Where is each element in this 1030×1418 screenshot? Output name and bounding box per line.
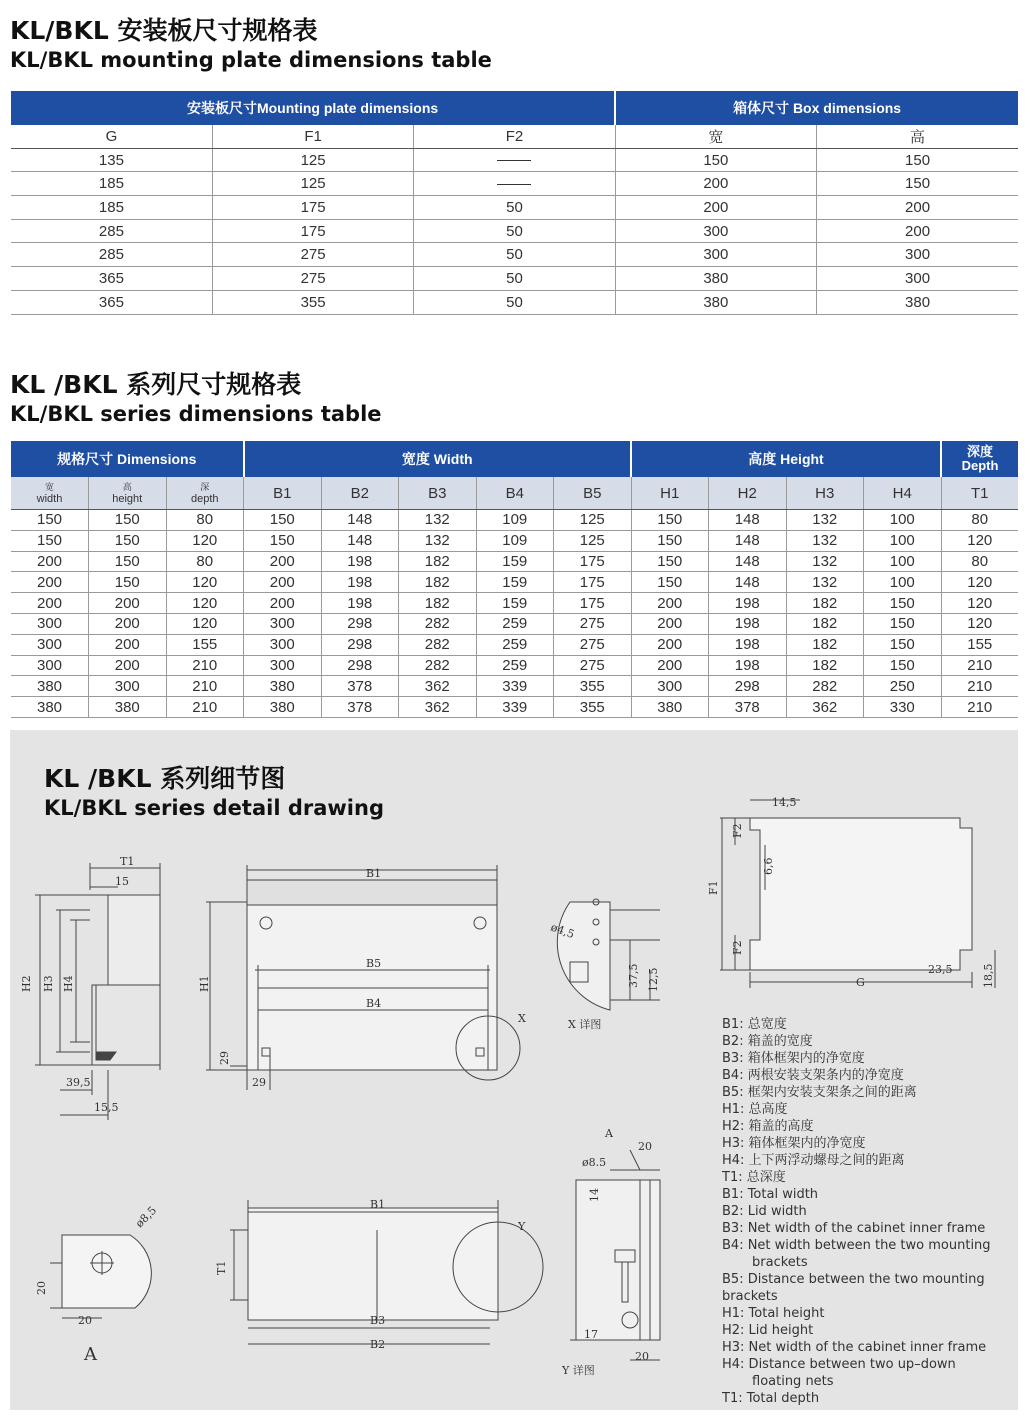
- legend-item: B5: Distance between the two mounting brackets: [722, 1272, 985, 1304]
- table-cell: 148: [709, 510, 787, 531]
- label-x: X: [518, 1012, 526, 1025]
- table-cell: 150: [244, 530, 322, 551]
- table-cell: 380: [11, 697, 89, 718]
- table-cell: 200: [615, 196, 816, 220]
- depth-group-header: [941, 441, 1018, 477]
- label-h3: H3: [42, 975, 55, 992]
- table-cell: 150: [89, 551, 167, 572]
- label-20-a: 20: [35, 1281, 48, 1295]
- table-row: [11, 148, 1018, 172]
- detail-drawing-panel: [10, 730, 1018, 1410]
- col-header: H1: [631, 477, 709, 510]
- table-cell: 148: [321, 530, 399, 551]
- legend-item: T1: 总深度: [722, 1170, 786, 1185]
- plate-title-cn: KL/BKL 安装板尺寸规格表: [10, 16, 318, 45]
- table-cell: 380: [244, 697, 322, 718]
- col-header: G: [11, 125, 212, 148]
- table-cell: 150: [864, 634, 942, 655]
- table-cell: 150: [817, 172, 1018, 196]
- table-cell: [414, 172, 615, 196]
- table-cell: 275: [554, 655, 632, 676]
- table-cell: 120: [941, 613, 1018, 634]
- table-row: [11, 172, 1018, 196]
- table-cell: 175: [554, 572, 632, 593]
- table-cell: 275: [554, 613, 632, 634]
- table-cell: 198: [709, 613, 787, 634]
- legend-item: brackets: [752, 1255, 808, 1270]
- table-cell: 298: [321, 634, 399, 655]
- table-cell: 200: [631, 634, 709, 655]
- table-cell: 275: [212, 243, 413, 267]
- table-cell: 109: [476, 510, 554, 531]
- table-cell: 339: [476, 697, 554, 718]
- label-a-2: A: [605, 1127, 613, 1140]
- table-header-row: [11, 125, 1018, 148]
- table-cell: 200: [615, 172, 816, 196]
- label-18-5: 18,5: [982, 963, 995, 988]
- label-14: 14: [588, 1188, 601, 1202]
- label-h1: H1: [198, 975, 211, 992]
- table-cell: 182: [399, 593, 477, 614]
- table-cell: 355: [212, 290, 413, 314]
- label-f2a: F2: [731, 823, 744, 838]
- legend: [722, 1016, 1014, 1407]
- table-row: [11, 655, 1018, 676]
- legend-item: B5: 框架内安装支架条之间的距离: [722, 1085, 917, 1100]
- front-view-drawing: [206, 865, 520, 1090]
- table-cell: 150: [244, 510, 322, 531]
- legend-item: B2: 箱盖的宽度: [722, 1034, 813, 1049]
- col-header: B4: [476, 477, 554, 510]
- table-cell: 109: [476, 530, 554, 551]
- col-header: F2: [414, 125, 615, 148]
- table-cell: 300: [244, 613, 322, 634]
- mounting-plate-table: [11, 91, 1018, 315]
- table-cell: 200: [89, 655, 167, 676]
- table-cell: 365: [11, 267, 212, 291]
- legend-item: B4: 两根安装支架条内的净宽度: [722, 1068, 904, 1083]
- legend-item: B2: Lid width: [722, 1204, 807, 1219]
- mounting-plate-drawing: [720, 800, 995, 988]
- label-y: Y: [518, 1220, 526, 1233]
- table-cell: 80: [941, 551, 1018, 572]
- table-cell: 148: [709, 530, 787, 551]
- table-cell: 182: [399, 551, 477, 572]
- front-view-2-drawing: [230, 1200, 543, 1344]
- series-title-cn: KL /BKL 系列尺寸规格表: [10, 370, 302, 399]
- table-cell: 285: [11, 219, 212, 243]
- depth-header-cn: 深度: [966, 444, 993, 459]
- table-cell: 200: [631, 593, 709, 614]
- table-cell: 200: [11, 593, 89, 614]
- table-cell: 200: [244, 551, 322, 572]
- table-cell: 125: [554, 530, 632, 551]
- table-row: [11, 196, 1018, 220]
- label-h2: H2: [20, 975, 33, 992]
- table-cell: 100: [864, 572, 942, 593]
- table-cell: 200: [817, 219, 1018, 243]
- label-b1-2: B1: [370, 1198, 386, 1211]
- table-cell: 355: [554, 676, 632, 697]
- table-cell: 120: [941, 530, 1018, 551]
- table-cell: 210: [941, 676, 1018, 697]
- label-phi8-5-a: ø8,5: [132, 1203, 160, 1231]
- table-cell: 185: [11, 172, 212, 196]
- table-cell: 175: [212, 196, 413, 220]
- label-20-b: 20: [78, 1314, 92, 1327]
- label-17: 17: [584, 1328, 598, 1341]
- col-header: B5: [554, 477, 632, 510]
- table-cell: 100: [864, 551, 942, 572]
- label-t1-2: T1: [215, 1260, 228, 1275]
- table-cell: 150: [89, 530, 167, 551]
- label-6-6: 6,6: [762, 857, 775, 875]
- table-cell: 300: [817, 243, 1018, 267]
- label-b1: B1: [366, 867, 382, 880]
- table-cell: 282: [786, 676, 864, 697]
- detail-title-en: KL/BKL series detail drawing: [44, 796, 384, 820]
- table-cell: 378: [709, 697, 787, 718]
- empty-dash: [497, 160, 531, 161]
- table-cell: 298: [709, 676, 787, 697]
- table-cell: 282: [399, 634, 477, 655]
- table-row: [11, 243, 1018, 267]
- table-row: [11, 290, 1018, 314]
- table-cell: 285: [11, 243, 212, 267]
- table-cell: 182: [786, 655, 864, 676]
- table-cell: 300: [244, 634, 322, 655]
- table-cell: 125: [212, 172, 413, 196]
- table-cell: 298: [321, 613, 399, 634]
- table-cell: 150: [631, 510, 709, 531]
- table-cell: 125: [212, 148, 413, 172]
- table-cell: 155: [166, 634, 244, 655]
- table-cell: 150: [864, 655, 942, 676]
- sub-col-depth: [166, 477, 244, 510]
- table-cell: 50: [414, 243, 615, 267]
- table-cell: 200: [89, 613, 167, 634]
- label-12-5: 12,5: [647, 967, 660, 992]
- detail-title-cn: KL /BKL 系列细节图: [44, 764, 286, 793]
- plate-group-header: 安装板尺寸Mounting plate dimensions: [11, 91, 615, 125]
- table-cell: 80: [941, 510, 1018, 531]
- label-phi8-5-b: ø8.5: [582, 1156, 607, 1169]
- table-cell: 198: [321, 572, 399, 593]
- table-cell: 150: [615, 148, 816, 172]
- col-header: B3: [399, 477, 477, 510]
- table-cell: 132: [786, 572, 864, 593]
- table-cell: 300: [89, 676, 167, 697]
- table-cell: 275: [212, 267, 413, 291]
- legend-item: B1: 总宽度: [722, 1017, 787, 1032]
- table-cell: 120: [166, 593, 244, 614]
- table-cell: 275: [554, 634, 632, 655]
- legend-item: H2: 箱盖的高度: [722, 1119, 814, 1134]
- table-cell: 210: [941, 697, 1018, 718]
- table-cell: [414, 148, 615, 172]
- table-cell: 300: [615, 243, 816, 267]
- box-group-header: 箱体尺寸 Box dimensions: [615, 91, 1018, 125]
- table-cell: 148: [709, 572, 787, 593]
- col-header: 宽: [615, 125, 816, 148]
- height-group-header: 高度 Height: [631, 441, 941, 477]
- table-cell: 120: [166, 530, 244, 551]
- table-cell: 120: [941, 593, 1018, 614]
- label-15: 15: [115, 875, 129, 888]
- table-cell: 200: [89, 593, 167, 614]
- table-cell: 50: [414, 290, 615, 314]
- table-cell: 300: [631, 676, 709, 697]
- table-cell: 198: [709, 655, 787, 676]
- table-row: [11, 634, 1018, 655]
- table-cell: 198: [321, 551, 399, 572]
- table-cell: 378: [321, 697, 399, 718]
- label-t1: T1: [120, 855, 135, 868]
- label-29b: 29: [252, 1076, 266, 1089]
- col-header: 高: [817, 125, 1018, 148]
- dimensions-group-header: 规格尺寸 Dimensions: [11, 441, 244, 477]
- table-row: [11, 676, 1018, 697]
- table-cell: 380: [89, 697, 167, 718]
- table-cell: 135: [11, 148, 212, 172]
- legend-item: H3: Net width of the cabinet inner frame: [722, 1340, 987, 1355]
- table-cell: 200: [244, 593, 322, 614]
- table-cell: 380: [11, 676, 89, 697]
- series-dimensions-table: [11, 441, 1018, 718]
- table-cell: 198: [709, 634, 787, 655]
- label-h4: H4: [62, 975, 75, 992]
- table-cell: 200: [11, 572, 89, 593]
- col-header: B1: [244, 477, 322, 510]
- table-cell: 155: [941, 634, 1018, 655]
- table-cell: 380: [615, 290, 816, 314]
- col-header: H3: [786, 477, 864, 510]
- table-cell: 362: [399, 697, 477, 718]
- label-b2: B2: [370, 1338, 386, 1351]
- legend-item: B3: 箱体框架内的净宽度: [722, 1051, 865, 1066]
- table-cell: 120: [166, 572, 244, 593]
- table-cell: 148: [709, 551, 787, 572]
- table-cell: 210: [166, 676, 244, 697]
- table-cell: 198: [321, 593, 399, 614]
- table-cell: 300: [11, 613, 89, 634]
- depth-header-en: Depth: [961, 458, 999, 473]
- table-cell: 259: [476, 655, 554, 676]
- table-cell: 380: [817, 290, 1018, 314]
- legend-item: B4: Net width between the two mounting: [722, 1238, 991, 1253]
- table-cell: 298: [321, 655, 399, 676]
- table-cell: 200: [244, 572, 322, 593]
- table-cell: 132: [786, 551, 864, 572]
- table-cell: 200: [631, 655, 709, 676]
- table-cell: 150: [11, 530, 89, 551]
- table-row: [11, 219, 1018, 243]
- table-cell: 175: [554, 593, 632, 614]
- table-cell: 380: [615, 267, 816, 291]
- empty-dash: [497, 184, 531, 185]
- table-row: [11, 613, 1018, 634]
- plate-title-en: KL/BKL mounting plate dimensions table: [10, 48, 492, 72]
- table-cell: 200: [89, 634, 167, 655]
- table-cell: 150: [864, 593, 942, 614]
- legend-item: B3: Net width of the cabinet inner frame: [722, 1221, 986, 1236]
- table-cell: 210: [941, 655, 1018, 676]
- table-cell: 100: [864, 530, 942, 551]
- label-20-d: 20: [635, 1350, 649, 1363]
- table-cell: 380: [631, 697, 709, 718]
- table-cell: 150: [631, 551, 709, 572]
- label-f2b: F2: [731, 940, 744, 955]
- table-row: [11, 551, 1018, 572]
- table-cell: 125: [554, 510, 632, 531]
- table-cell: 259: [476, 634, 554, 655]
- legend-item: H1: 总高度: [722, 1102, 788, 1117]
- table-cell: 300: [615, 219, 816, 243]
- table-row: [11, 530, 1018, 551]
- table-cell: 259: [476, 613, 554, 634]
- label-14-5: 14,5: [772, 796, 797, 809]
- table-cell: 330: [864, 697, 942, 718]
- label-f1: F1: [707, 880, 720, 895]
- legend-item: H3: 箱体框架内的净宽度: [722, 1136, 866, 1151]
- table-cell: 300: [11, 634, 89, 655]
- table-cell: 150: [631, 530, 709, 551]
- legend-item: T1: Total depth: [722, 1391, 820, 1406]
- label-23-5: 23,5: [928, 963, 953, 976]
- sub-col-cn: 高: [122, 481, 132, 492]
- sub-col-cn: 深: [200, 481, 210, 492]
- table-row: [11, 593, 1018, 614]
- sub-col-height: [89, 477, 167, 510]
- table-cell: 175: [212, 219, 413, 243]
- label-phi4-5: ø4,5: [548, 920, 577, 942]
- table-cell: 200: [11, 551, 89, 572]
- sub-col-en: width: [36, 492, 63, 505]
- table-cell: 132: [399, 510, 477, 531]
- table-cell: 200: [817, 196, 1018, 220]
- label-g: G: [856, 976, 865, 989]
- col-header: H4: [864, 477, 942, 510]
- table-cell: 300: [817, 267, 1018, 291]
- table-cell: 120: [166, 613, 244, 634]
- table-cell: 282: [399, 613, 477, 634]
- label-29a: 29: [218, 1051, 231, 1065]
- table-cell: 182: [399, 572, 477, 593]
- table-cell: 150: [864, 613, 942, 634]
- table-cell: 362: [399, 676, 477, 697]
- label-a: A: [84, 1344, 97, 1365]
- sub-col-cn: 宽: [44, 481, 54, 492]
- table-row: [11, 572, 1018, 593]
- table-cell: 50: [414, 196, 615, 220]
- table-cell: 185: [11, 196, 212, 220]
- table-cell: 250: [864, 676, 942, 697]
- table-cell: 159: [476, 572, 554, 593]
- table-subheader-row: [11, 477, 1018, 510]
- width-group-header: 宽度 Width: [244, 441, 632, 477]
- table-cell: 150: [11, 510, 89, 531]
- table-cell: 210: [166, 697, 244, 718]
- legend-item: B1: Total width: [722, 1187, 819, 1202]
- sub-col-width: [11, 477, 89, 510]
- label-x-detail: X 详图: [568, 1018, 602, 1031]
- table-cell: 378: [321, 676, 399, 697]
- table-cell: 362: [786, 697, 864, 718]
- table-cell: 198: [709, 593, 787, 614]
- table-row: [11, 510, 1018, 531]
- legend-item: floating nets: [752, 1374, 834, 1389]
- label-b4: B4: [366, 997, 382, 1010]
- label-15-5: 15,5: [94, 1101, 119, 1114]
- col-header: F1: [212, 125, 413, 148]
- table-cell: 282: [399, 655, 477, 676]
- col-header: T1: [941, 477, 1018, 510]
- label-20-c: 20: [638, 1140, 652, 1153]
- table-cell: 159: [476, 593, 554, 614]
- table-cell: 150: [817, 148, 1018, 172]
- x-detail-drawing: [557, 899, 660, 1010]
- table-cell: 300: [11, 655, 89, 676]
- table-cell: 150: [89, 510, 167, 531]
- table-cell: 132: [786, 530, 864, 551]
- sub-col-en: height: [112, 492, 143, 505]
- table-cell: 380: [244, 676, 322, 697]
- a-detail-drawing: [50, 1235, 151, 1318]
- table-cell: 132: [399, 530, 477, 551]
- table-cell: 132: [786, 510, 864, 531]
- label-37-5: 37,5: [627, 963, 640, 988]
- table-cell: 120: [941, 572, 1018, 593]
- table-cell: 300: [244, 655, 322, 676]
- label-b3: B3: [370, 1314, 386, 1327]
- table-cell: 182: [786, 634, 864, 655]
- label-b5: B5: [366, 957, 382, 970]
- legend-item: H4: 上下两浮动螺母之间的距离: [722, 1153, 905, 1168]
- table-cell: 148: [321, 510, 399, 531]
- table-cell: 339: [476, 676, 554, 697]
- col-header: B2: [321, 477, 399, 510]
- legend-item: H2: Lid height: [722, 1323, 814, 1338]
- table-cell: 150: [631, 572, 709, 593]
- table-cell: 175: [554, 551, 632, 572]
- col-header: H2: [709, 477, 787, 510]
- table-cell: 80: [166, 510, 244, 531]
- table-cell: 355: [554, 697, 632, 718]
- table-row: [11, 267, 1018, 291]
- table-cell: 159: [476, 551, 554, 572]
- table-cell: 80: [166, 551, 244, 572]
- table-cell: 182: [786, 613, 864, 634]
- table-cell: 200: [631, 613, 709, 634]
- table-cell: 210: [166, 655, 244, 676]
- table-cell: 100: [864, 510, 942, 531]
- legend-item: H4: Distance between two up–down: [722, 1357, 956, 1372]
- sub-col-en: depth: [190, 492, 219, 505]
- table-cell: 150: [89, 572, 167, 593]
- label-y-detail: Y 详图: [562, 1364, 595, 1377]
- table-cell: 365: [11, 290, 212, 314]
- table-cell: 50: [414, 267, 615, 291]
- table-cell: 182: [786, 593, 864, 614]
- legend-item: H1: Total height: [722, 1306, 825, 1321]
- label-39-5: 39,5: [66, 1076, 91, 1089]
- series-title-en: KL/BKL series dimensions table: [10, 402, 382, 426]
- table-row: [11, 697, 1018, 718]
- table-cell: 50: [414, 219, 615, 243]
